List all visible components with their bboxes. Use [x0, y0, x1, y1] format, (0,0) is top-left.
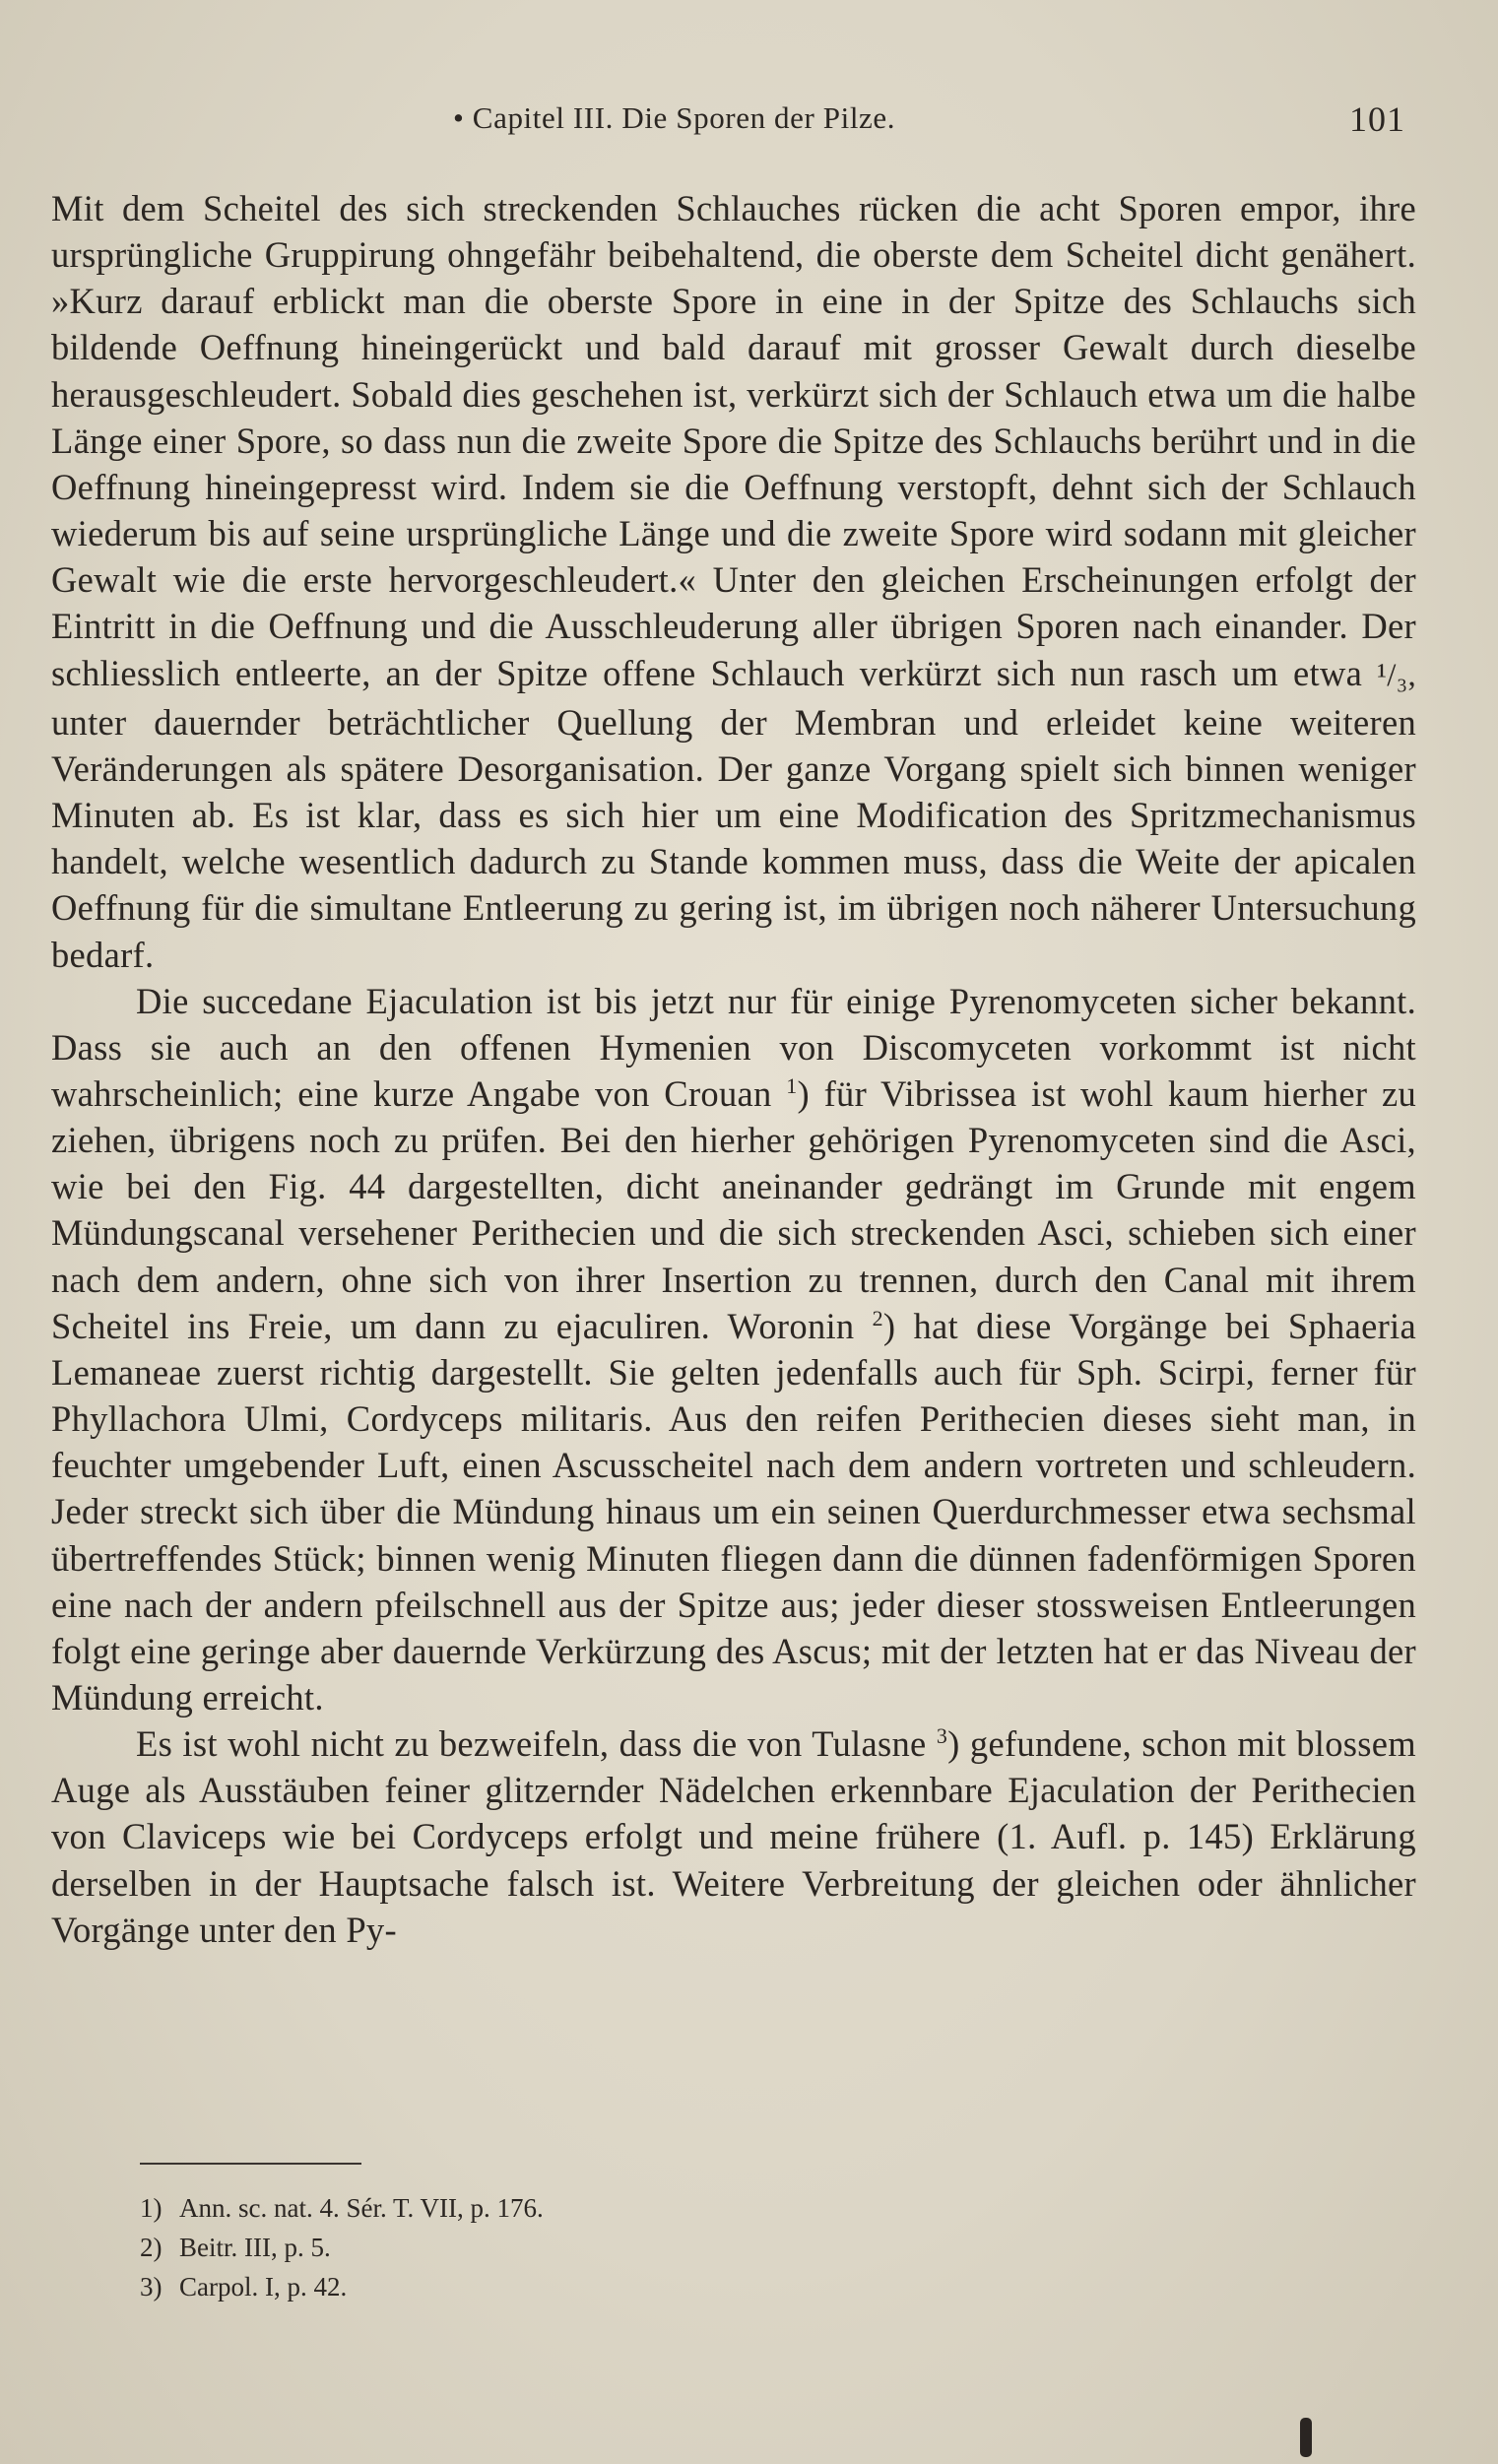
ink-mark: [1300, 2418, 1312, 2457]
footnote-2-text: Beitr. III, p. 5.: [179, 2233, 331, 2262]
paragraph-2: [51, 978, 1416, 1721]
footnote-3: [140, 2267, 829, 2306]
footnote-3-text: Carpol. I, p. 42.: [179, 2272, 348, 2302]
footnote-1: [140, 2188, 829, 2228]
footnote-2-number: 2): [140, 2233, 163, 2262]
paragraph-1-text-a: Mit dem Scheitel des sich streckenden Schlauches rücken die acht Sporen empor, ihre ursprüngliche Gruppirung ohngefähr beibehaltend, die oberste dem Scheitel dicht genähert. »Kurz darauf erblickt man die oberste Spore in eine in der Spitze des Schlauchs sich bildende Oeffnung hineingerückt und bald darauf mit grosser Gewalt durch dieselbe herausgeschleudert. Sobald dies geschehen ist, verkürzt sich der Schlauch etwa um die halbe Länge einer Spore, so dass nun die zweite Spore die Spitze des Schlauchs berührt und in die Oeffnung hineingepresst wird. Indem sie die Oeffnung verstopft, dehnt sich der Schlauch wiederum bis auf seine ursprüngliche Länge und die zweite Spore wird sodann mit gleicher Gewalt wie die erste hervorgeschleudert.« Unter den gleichen Erscheinungen erfolgt der Eintritt in die Oeffnung und die Ausschleuderung aller übrigen Sporen nach einander. Der schliesslich entleerte, an der Spitze offene Schlauch verkürzt sich nun rasch um etwa: [51, 188, 1416, 693]
paragraph-1: [51, 185, 1416, 978]
footnote-1-text: Ann. sc. nat. 4. Sér. T. VII, p. 176.: [179, 2193, 544, 2223]
footnotes: [140, 2188, 829, 2306]
footnote-3-number: 3): [140, 2272, 163, 2302]
footnote-ref-1: 1: [786, 1072, 798, 1098]
footnote-1-number: 1): [140, 2193, 163, 2223]
paragraph-3-text-b: ) gefundene, schon mit blossem Auge als Ausstäuben feiner glitzernder Nädelchen erkennbare Ejaculation der Perithecien von Claviceps wie bei Cordyceps erfolgt und meine frühere (1. Aufl. p. 145) Erklärung derselben in der Hauptsache falsch ist. Weitere Verbreitung der gleichen oder ähnlicher Vorgänge unter den Py-: [51, 1723, 1416, 1950]
body-text: [51, 185, 1416, 1953]
running-head: [0, 98, 1498, 154]
page-number: 101: [1349, 99, 1405, 139]
paragraph-2-text-a: Die succedane Ejaculation ist bis jetzt nur für einige Pyrenomyceten sicher bekannt. Dass sie auch an den offenen Hymenien von Discomyceten vorkommt ist nicht wahrscheinlich; eine kurze Angabe von Crouan: [51, 980, 1416, 1114]
footnote-2: [140, 2228, 829, 2267]
paragraph-3-text-a: Es ist wohl nicht zu bezweifeln, dass die von Tulasne: [136, 1723, 927, 1765]
running-title: • Capitel III. Die Sporen der Pilze.: [453, 100, 896, 135]
footnote-ref-2: 2: [872, 1305, 883, 1330]
paragraph-2-text-b: ) für Vibrissea ist wohl kaum hierher zu ziehen, übrigens noch zu prüfen. Bei den hierher gehörigen Pyrenomyceten sind die Asci, wie bei den Fig. 44 dargestellten, dicht aneinander gedrängt im Grunde mit engem Mündungscanal versehener Perithecien und die sich streckenden Asci, schieben sich einer nach dem andern, ohne sich von ihrer Insertion zu trennen, durch den Canal mit ihrem Scheitel ins Freie, um dann zu ejaculiren. Woronin: [51, 1072, 1416, 1346]
fraction-one-third: ¹/₃,: [1377, 657, 1416, 693]
paragraph-3: [51, 1720, 1416, 1953]
paragraph-2-text-c: ) hat diese Vorgänge bei Sphaeria Lemaneae zuerst richtig dargestellt. Sie gelten jedenfalls auch für Sph. Scirpi, ferner für Phyllachora Ulmi, Cordyceps militaris. Aus den reifen Perithecien dieses sieht man, in feuchter umgebender Luft, einen Ascusscheitel nach dem andern vortreten und schleudern. Jeder streckt sich über die Mündung hinaus um ein seinen Querdurchmesser etwa sechsmal übertreffendes Stück; binnen wenig Minuten fliegen dann die dünnen fadenförmigen Sporen eine nach der andern pfeilschnell aus der Spitze aus; jeder dieser stossweisen Entleerungen folgt eine geringe aber dauernde Verkürzung des Ascus; mit der letzten hat er das Niveau der Mündung erreicht.: [51, 1305, 1416, 1718]
footnote-ref-3: 3: [936, 1723, 948, 1748]
footnote-rule: [140, 2163, 361, 2165]
paragraph-1-text-b: unter dauernder beträchtlicher Quellung der Membran und erleidet keine weiteren Veränderungen als spätere Desorganisation. Der ganze Vorgang spielt sich binnen weniger Minuten ab. Es ist klar, dass es sich hier um eine Modification des Spritzmechanismus handelt, welche wesentlich dadurch zu Stande kommen muss, dass die Weite der apicalen Oeffnung für die simultane Entleerung zu gering ist, im übrigen noch näherer Untersuchung bedarf.: [51, 701, 1416, 975]
